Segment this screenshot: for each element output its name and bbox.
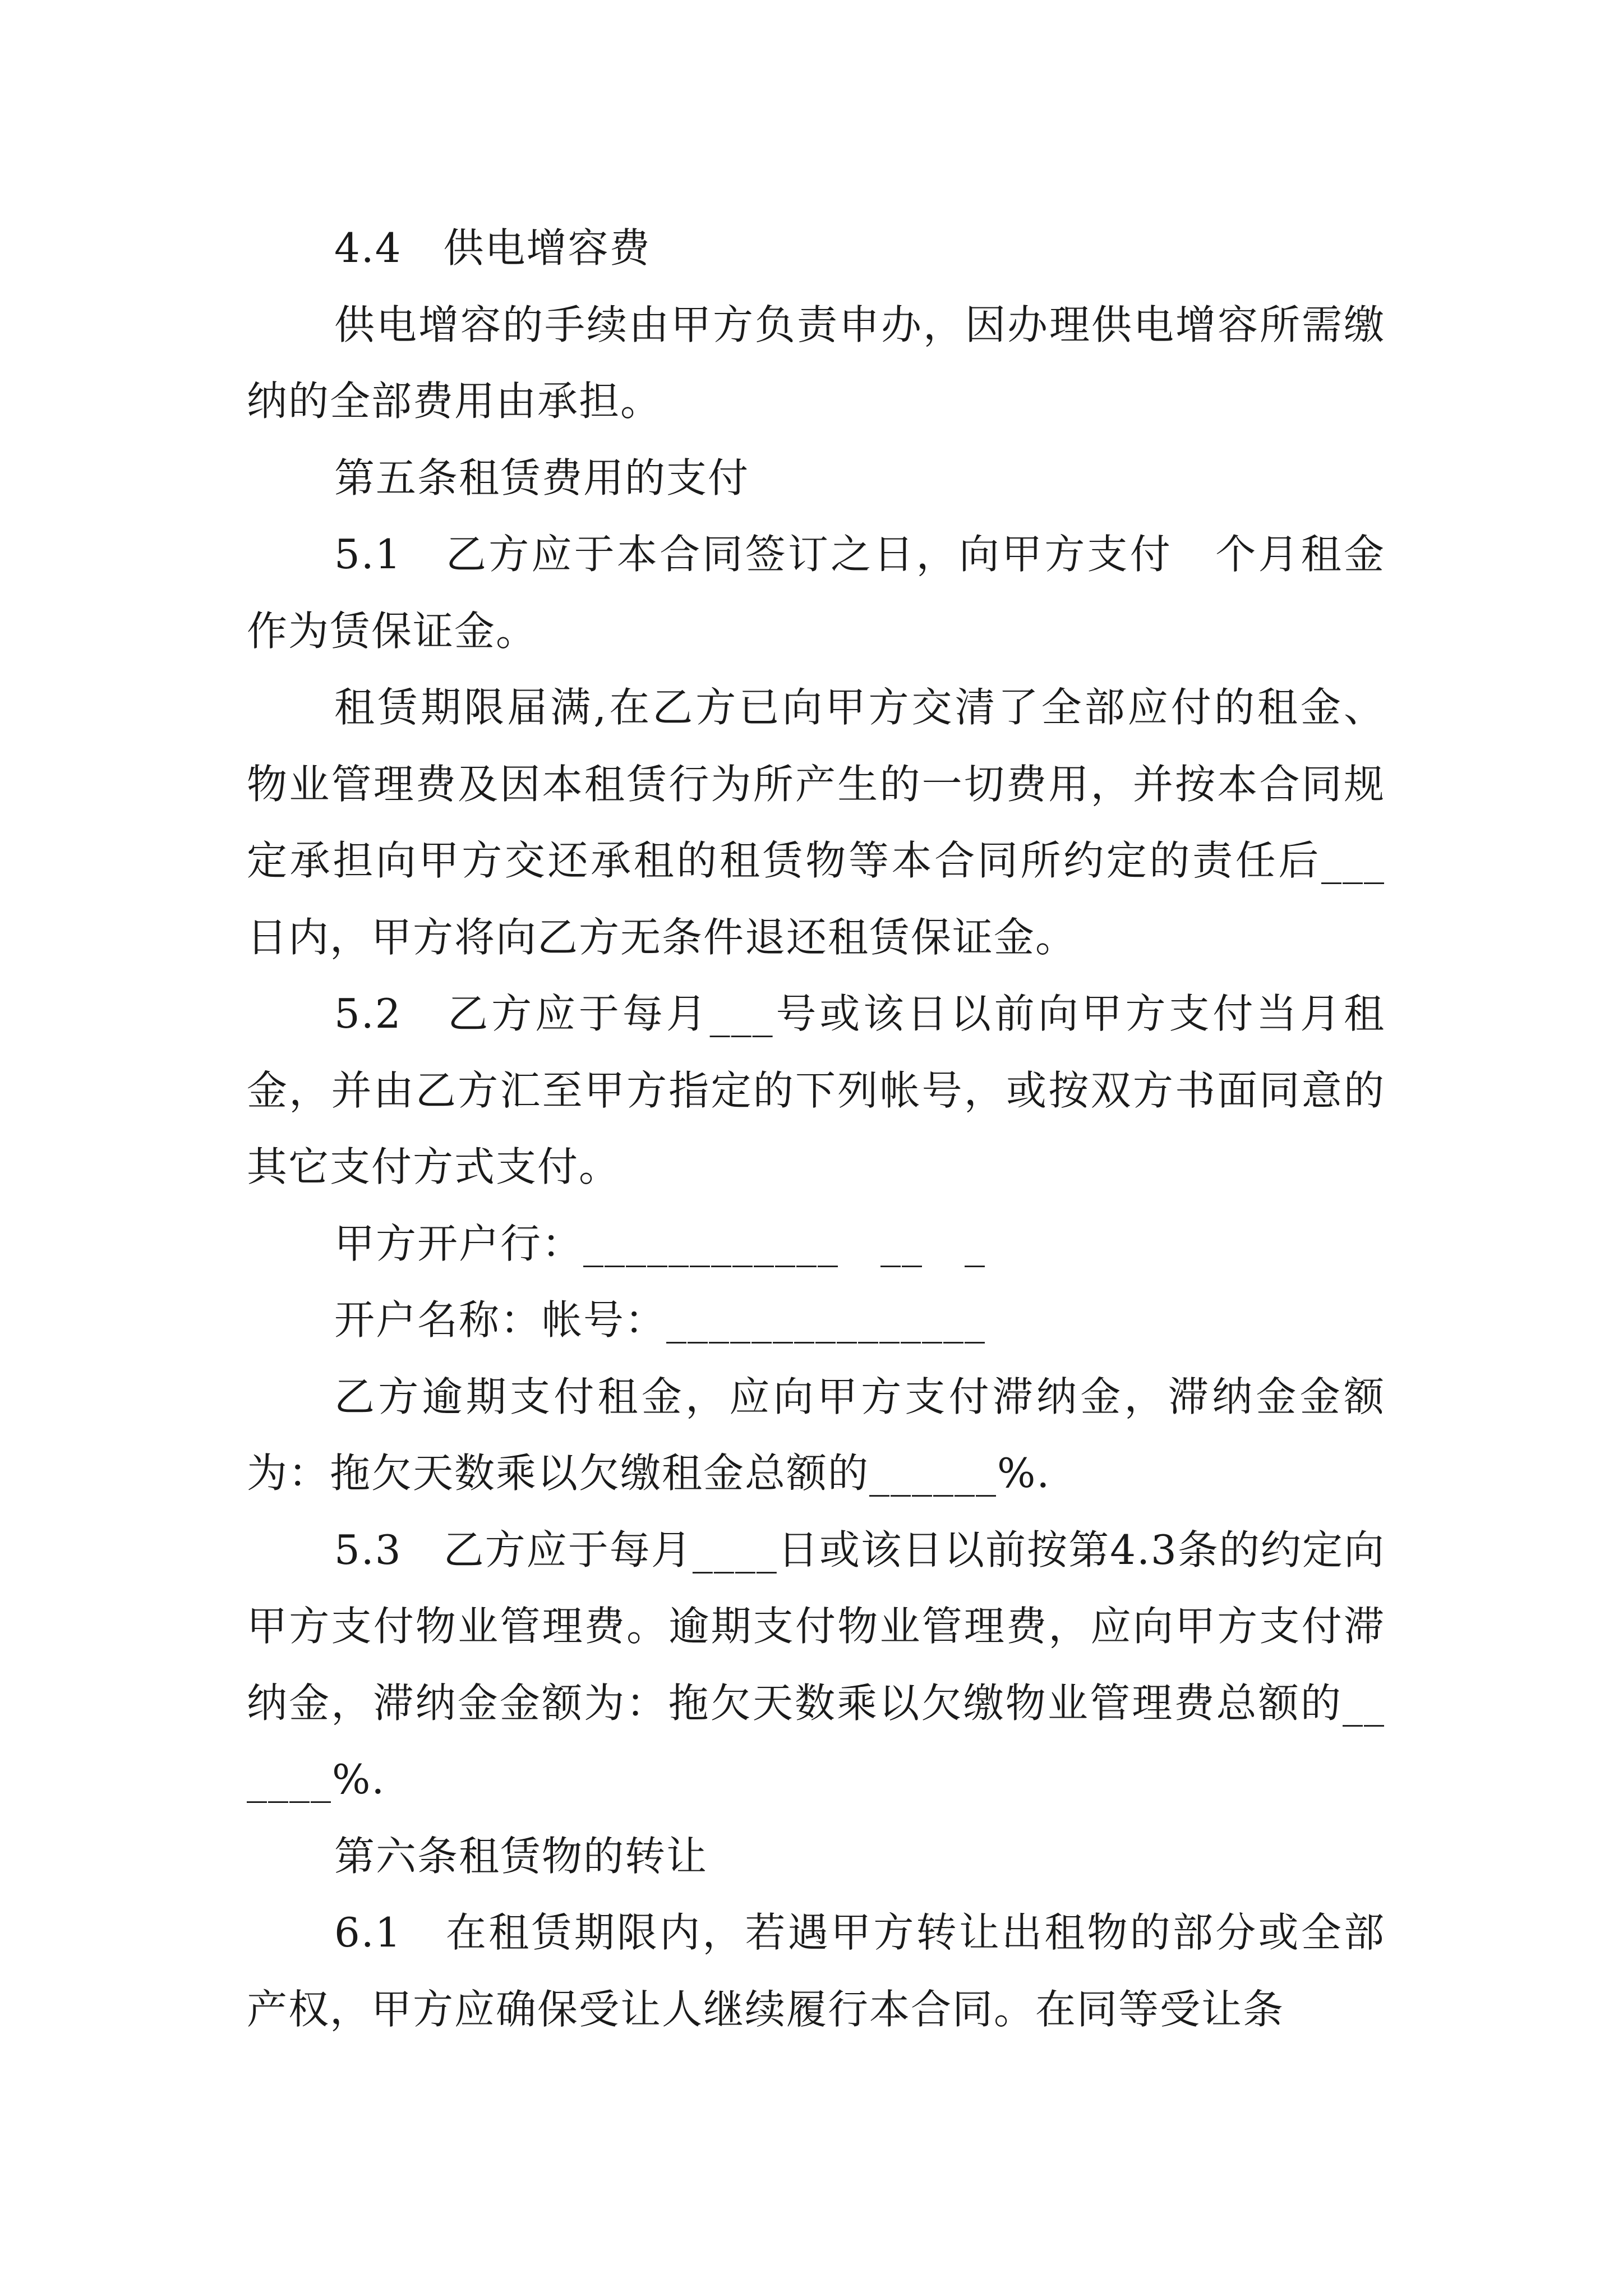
clause-4-4-heading: 4.4 供电增容费	[334, 224, 651, 272]
clause-6-1-text: 6.1 在租赁期限内，若遇甲方转让出租物的部分或全部产权，甲方应确保受让人继续履行本合同。在同等受让条	[247, 1909, 1385, 2033]
clause-5-1-text: 5.1 乙方应于本合同签订之日，向甲方支付 个月租金作为赁保证金。	[247, 531, 1385, 655]
clause-5-2-text: 5.2 乙方应于每月___号或该日以前向甲方支付当月租金，并由乙方汇至甲方指定的下列帐号，或按双方书面同意的其它支付方式支付。	[247, 990, 1385, 1190]
deposit-refund-text: 租赁期限届满,在乙方已向甲方交清了全部应付的租金、物业管理费及因本租赁行为所产生的一切费用，并按本合同规定承担向甲方交还承租的租赁物等本合同所约定的责任后___日内，甲方将向乙方无条件退还租赁保证金。	[247, 684, 1385, 961]
document-body	[247, 210, 1385, 2047]
rent-late-fee-text: 乙方逾期支付租金，应向甲方支付滞纳金，滞纳金金额为：拖欠天数乘以欠缴租金总额的______%.	[247, 1373, 1385, 1497]
bank-field: 甲方开户行：____________ __ _	[334, 1220, 986, 1267]
article-6-heading: 第六条租赁物的转让	[334, 1832, 708, 1880]
clause-4-4-text: 供电增容的手续由甲方负责申办，因办理供电增容所需缴纳的全部费用由承担。	[247, 301, 1385, 425]
article-5-heading: 第五条租赁费用的支付	[334, 454, 750, 501]
clause-5-3-text: 5.3 乙方应于每月____日或该日以前按第4.3条的约定向甲方支付物业管理费。逾期支付物业管理费，应向甲方支付滞纳金，滞纳金金额为：拖欠天数乘以欠缴物业管理费总额的______%.	[247, 1526, 1385, 1803]
account-field: 开户名称：帐号：_______________	[334, 1296, 986, 1343]
